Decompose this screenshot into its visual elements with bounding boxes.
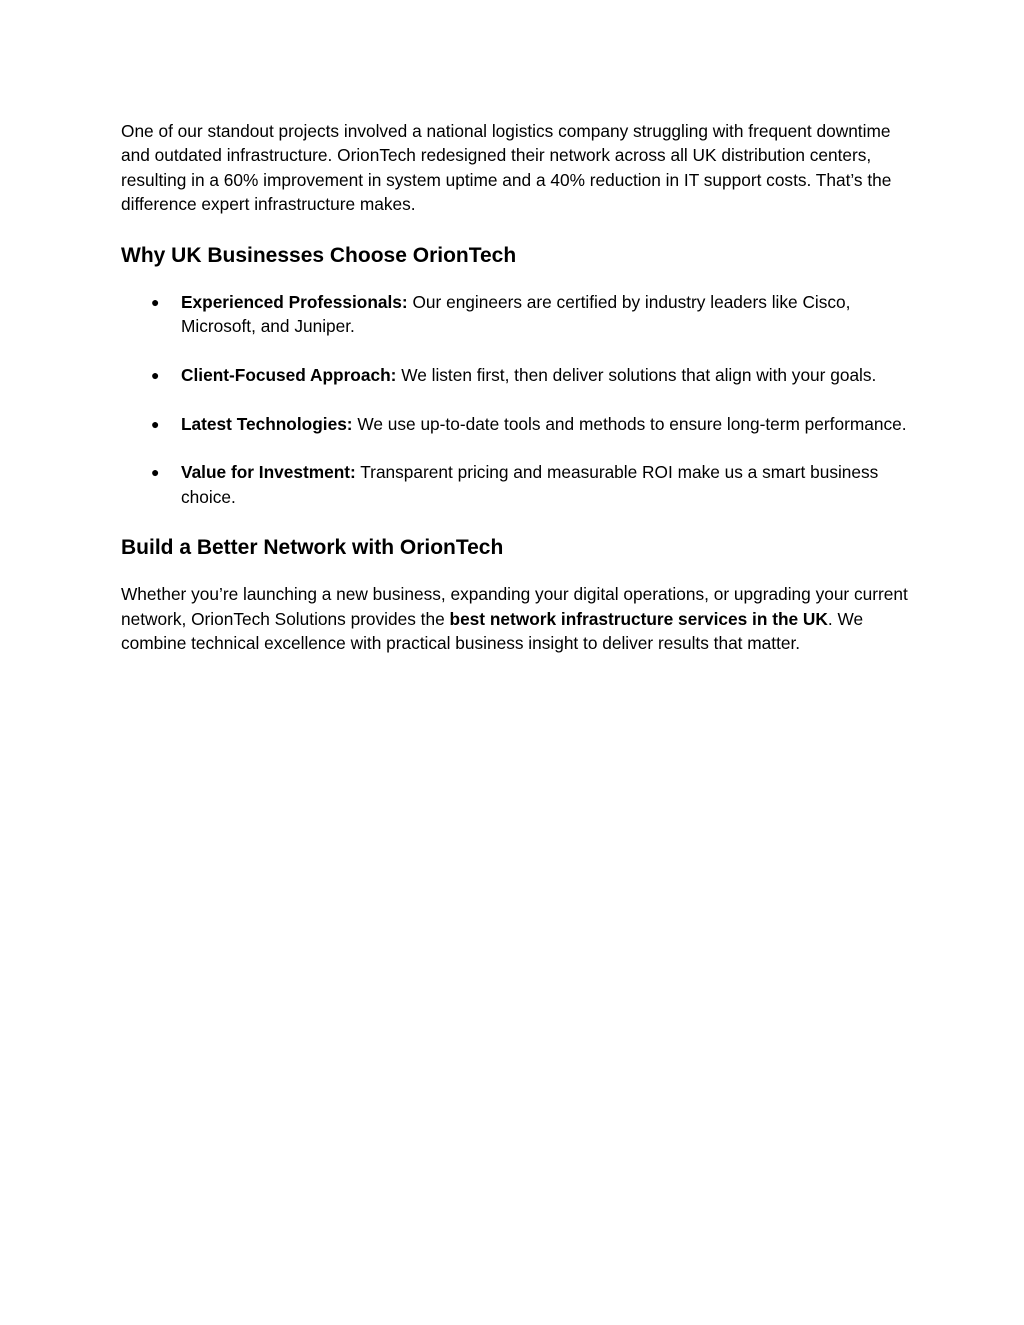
intro-paragraph: One of our standout projects involved a national logistics company struggling with frequent downtime and outdated infrastructure. OrionTech redesigned their network across all UK distribution centers, resulting in a 60% improvement in system uptime and a 40% reduction in IT support costs. That’s the difference expert infrastructure makes. (121, 121, 892, 215)
list-item-text: Our engineers are certified by industry leaders like Cisco, Microsoft, and Juniper. (181, 291, 851, 337)
closing-text-bold: best network infrastructure services in the UK (449, 608, 828, 629)
list-item-label: Client-Focused Approach: (181, 364, 397, 385)
list-item-label: Experienced Professionals: (181, 291, 408, 312)
closing-text-after: . We combine technical excellence with practical business insight to deliver results that matter. (121, 608, 864, 654)
list-item-label: Latest Technologies: (181, 413, 353, 434)
document-page (121, 119, 911, 655)
list-item-label: Value for Investment: (181, 462, 356, 483)
build-section-heading: Build a Better Network with OrionTech (121, 536, 504, 560)
list-item (121, 290, 911, 339)
list-item-text: Transparent pricing and measurable ROI make us a smart business choice. (181, 462, 879, 507)
list-item-text: We use up-to-date tools and methods to ensure long-term performance. (352, 413, 907, 434)
why-section-heading: Why UK Businesses Choose OrionTech (121, 243, 517, 267)
list-item (121, 363, 911, 387)
reasons-list (121, 290, 911, 510)
closing-text-before: Whether you’re launching a new business, expanding your digital operations, or upgrading your current network, OrionTech Solutions provides the (121, 584, 908, 629)
bullet-icon: ● (151, 366, 160, 383)
bullet-icon: ● (151, 464, 160, 481)
bullet-icon: ● (151, 415, 160, 432)
list-item (121, 412, 911, 436)
list-item-text: We listen first, then deliver solutions that align with your goals. (396, 364, 877, 385)
bullet-icon: ● (151, 293, 160, 310)
list-item (121, 460, 911, 509)
closing-paragraph (121, 582, 911, 655)
